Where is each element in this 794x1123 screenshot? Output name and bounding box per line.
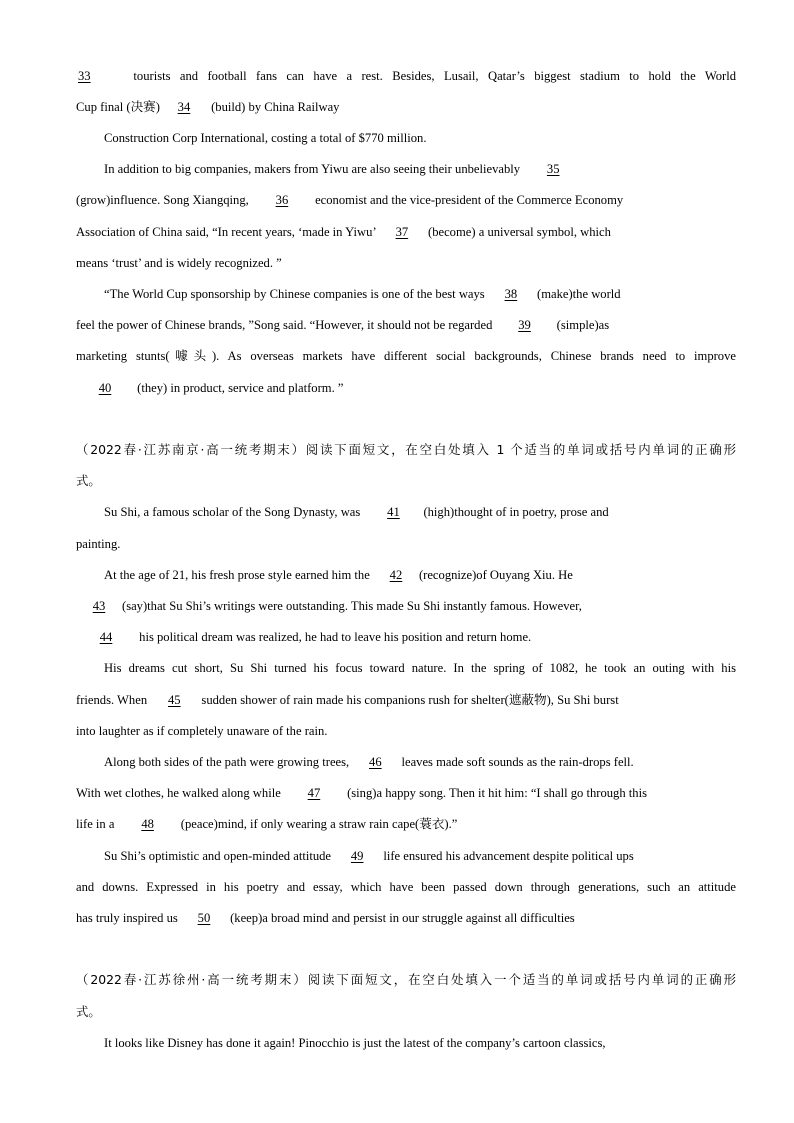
text-segment: （2022春·江苏徐州·高一统考期末）阅读下面短文，在空白处填入一个适当的单词或括号内单词的正确形 [76, 972, 736, 987]
text-segment: has truly inspired us [76, 911, 181, 925]
section-heading-line [76, 473, 736, 489]
text-segment: It looks like Disney has done it again! Pinocchio is just the latest of the company’s cartoon classics, [104, 1036, 606, 1050]
text-segment: (become) a universal symbol, which [424, 225, 611, 239]
blank-number-38: 38 [504, 287, 518, 301]
text-segment: life ensured his advancement despite political ups [380, 849, 634, 863]
text-line [104, 848, 736, 864]
text-line [104, 1035, 736, 1051]
text-segment: 式。 [76, 473, 101, 488]
blank-number-36: 36 [275, 193, 289, 207]
text-line [76, 192, 736, 208]
blank-number-43: 43 [92, 599, 106, 613]
text-line [76, 692, 736, 708]
blank-number-34: 34 [177, 100, 191, 114]
text-segment: (peace)mind, if only wearing a straw rain cape(蓑衣).” [177, 817, 458, 831]
text-segment: “The World Cup sponsorship by Chinese companies is one of the best ways [104, 287, 488, 301]
text-segment: (build) by China Railway [207, 100, 340, 114]
text-line [76, 629, 736, 645]
blank-number-40: 40 [98, 381, 112, 395]
blank-number-46: 46 [369, 755, 382, 769]
text-line [76, 224, 736, 240]
blank-number-49: 49 [350, 849, 364, 863]
text-segment: In addition to big companies, makers from Yiwu are also seeing their unbelievably [104, 162, 524, 176]
text-line [76, 879, 736, 895]
text-segment: 式。 [76, 1004, 101, 1019]
blank-number-35: 35 [546, 162, 560, 176]
text-line [76, 380, 736, 396]
text-line [76, 723, 736, 739]
text-segment: (grow)influence. Song Xiangqing, [76, 193, 252, 207]
text-segment: (simple)as [553, 318, 610, 332]
text-line [76, 99, 736, 115]
text-segment: friends. When [76, 693, 151, 707]
text-segment: economist and the vice-president of the Commerce Economy [311, 193, 624, 207]
text-line [76, 68, 736, 84]
blank-number-41: 41 [387, 505, 400, 519]
text-segment: Construction Corp International, costing a total of $770 million. [104, 131, 427, 145]
blank-number-45: 45 [167, 693, 181, 707]
blank-number-33: 33 [78, 69, 91, 83]
section-heading-line [76, 1004, 736, 1020]
text-segment: means ‘trust’ and is widely recognized. ” [76, 256, 282, 270]
text-segment: Su Shi, a famous scholar of the Song Dynasty, was [104, 505, 364, 519]
text-segment: His dreams cut short, Su Shi turned his focus toward nature. In the spring of 1082, he took an outing with his [104, 661, 736, 675]
text-line [104, 567, 736, 583]
text-segment: At the age of 21, his fresh prose style earned him the [104, 568, 373, 582]
text-segment: Along both sides of the path were growing trees, [104, 755, 353, 769]
blank-number-48: 48 [141, 817, 154, 831]
blank-number-42: 42 [389, 568, 403, 582]
text-segment: tourists and football fans can have a rest. Besides, Lusail, Qatar’s biggest stadium to hold the World [124, 69, 736, 83]
text-segment: into laughter as if completely unaware of the rain. [76, 724, 328, 738]
text-segment: painting. [76, 537, 121, 551]
text-segment: leaves made soft sounds as the rain-drops fell. [398, 755, 634, 769]
text-segment: (they) in product, service and platform. ” [134, 381, 344, 395]
text-line [76, 536, 736, 552]
text-line [104, 130, 736, 146]
blank-number-47: 47 [307, 786, 321, 800]
text-line [104, 286, 736, 302]
text-segment: Association of China said, “In recent years, ‘made in Yiwu’ [76, 225, 379, 239]
text-line [76, 255, 736, 271]
text-segment: (make)the world [533, 287, 621, 301]
blank-number-39: 39 [518, 318, 531, 332]
text-line [76, 348, 736, 364]
text-line [104, 754, 736, 770]
text-line [76, 785, 736, 801]
text-segment: life in a [76, 817, 118, 831]
text-segment: With wet clothes, he walked along while [76, 786, 284, 800]
text-segment: (keep)a broad mind and persist in our struggle against all difficulties [226, 911, 575, 925]
text-segment: (high)thought of in poetry, prose and [423, 505, 609, 519]
text-line [104, 660, 736, 676]
text-segment: (recognize)of Ouyang Xiu. He [418, 568, 573, 582]
text-segment: Cup final (决赛) [76, 100, 160, 114]
text-segment: marketing stunts(噱头). As overseas markets have different social backgrounds, Chinese brands need to improve [76, 349, 736, 363]
text-segment: sudden shower of rain made his companions rush for shelter(遮蔽物), Su Shi burst [198, 693, 619, 707]
text-segment: （2022春·江苏南京·高一统考期末）阅读下面短文，在空白处填入 1 个适当的单词或括号内单词的正确形 [76, 442, 736, 457]
text-segment: feel the power of Chinese brands, ”Song said. “However, it should not be regarded [76, 318, 496, 332]
text-line [76, 317, 736, 333]
section-heading-line [76, 972, 736, 988]
text-line [76, 816, 736, 832]
blank-number-37: 37 [395, 225, 409, 239]
blank-number-44: 44 [99, 630, 113, 644]
blank-number-50: 50 [197, 911, 211, 925]
text-segment: (say)that Su Shi’s writings were outstanding. This made Su Shi instantly famous. However, [122, 599, 582, 613]
text-segment: and downs. Expressed in his poetry and essay, which have been passed down through generations, such an attitude [76, 880, 736, 894]
text-line [104, 161, 736, 177]
text-line [76, 598, 736, 614]
text-segment: (sing)a happy song. Then it hit him: “I shall go through this [343, 786, 647, 800]
text-segment: his political dream was realized, he had to leave his position and return home. [136, 630, 532, 644]
text-line [76, 910, 736, 926]
section-heading-line [76, 442, 736, 458]
text-segment: Su Shi’s optimistic and open-minded attitude [104, 849, 335, 863]
text-line [104, 504, 736, 520]
